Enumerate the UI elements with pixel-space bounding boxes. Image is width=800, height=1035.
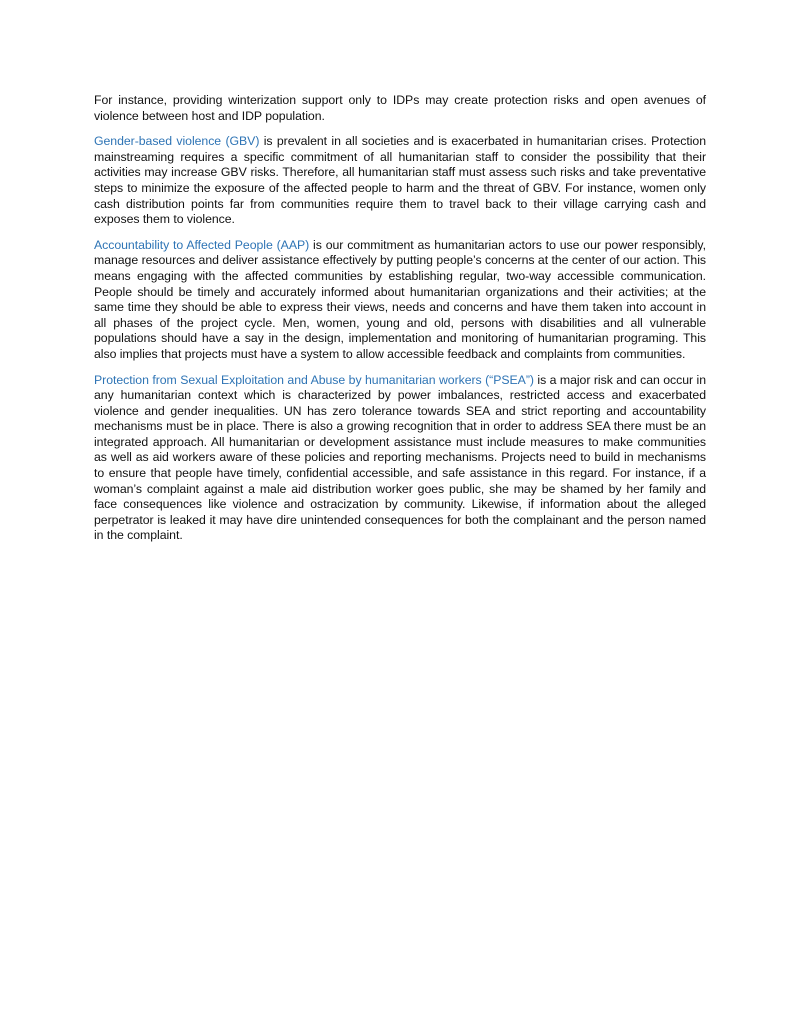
paragraph-text: is a major risk and can occur in any humanitarian context which is characterized by power imbalances, restricted access and exacerbated violence and gender inequalities. UN has zero tolerance towards SEA and strict reporting and accountability mechanisms must be in place. There is also a growing recognition that in order to address SEA there must be an integrated approach. All humanitarian or development assistance must include measures to make communities as well as aid workers aware of these policies and reporting mechanisms. Projects need to build in mechanisms to ensure that people have timely, confidential accessible, and safe assistance in this regard. For instance, if a woman’s complaint against a male aid distribution worker goes public, she may be shamed by her family and face consequences like violence and ostracization by community. Likewise, if information about the alleged perpetrator is leaked it may have dire unintended consequences for both the complainant and the person named in the complaint. [94, 372, 706, 543]
paragraph-gbv [94, 134, 706, 228]
document-page [94, 93, 706, 554]
paragraph-winterization [94, 93, 706, 124]
paragraph-text: For instance, providing winterization support only to IDPs may create protection risks and open avenues of violence between host and IDP population. [94, 93, 706, 123]
paragraph-psea [94, 373, 706, 545]
term-gbv: Gender-based violence (GBV) [94, 134, 260, 149]
paragraph-aap [94, 238, 706, 363]
paragraph-text: is prevalent in all societies and is exacerbated in humanitarian crises. Protection mainstreaming requires a specific commitment of all humanitarian staff to consider the possibility that their activities may increase GBV risks. Therefore, all humanitarian staff must assess such risks and take preventative steps to minimize the exposure of the affected people to harm and the threat of GBV. For instance, women only cash distribution points far from communities require them to travel back to their village carrying cash and exposes them to violence. [94, 134, 706, 227]
paragraph-text: is our commitment as humanitarian actors to use our power responsibly, manage resources and deliver assistance effectively by putting people’s concerns at the center of our action. This means engaging with the affected communities by establishing regular, two-way accessible communication. People should be timely and accurately informed about humanitarian organizations and their activities; at the same time they should be able to express their views, needs and concerns and have them taken into account in all phases of the project cycle. Men, women, young and old, persons with disabilities and all vulnerable populations should have a say in the design, implementation and monitoring of humanitarian programing. This also implies that projects must have a system to allow accessible feedback and complaints from communities. [94, 237, 706, 361]
term-psea: Protection from Sexual Exploitation and Abuse by humanitarian workers (“PSEA”) [94, 372, 534, 387]
term-aap: Accountability to Affected People (AAP) [94, 237, 310, 252]
